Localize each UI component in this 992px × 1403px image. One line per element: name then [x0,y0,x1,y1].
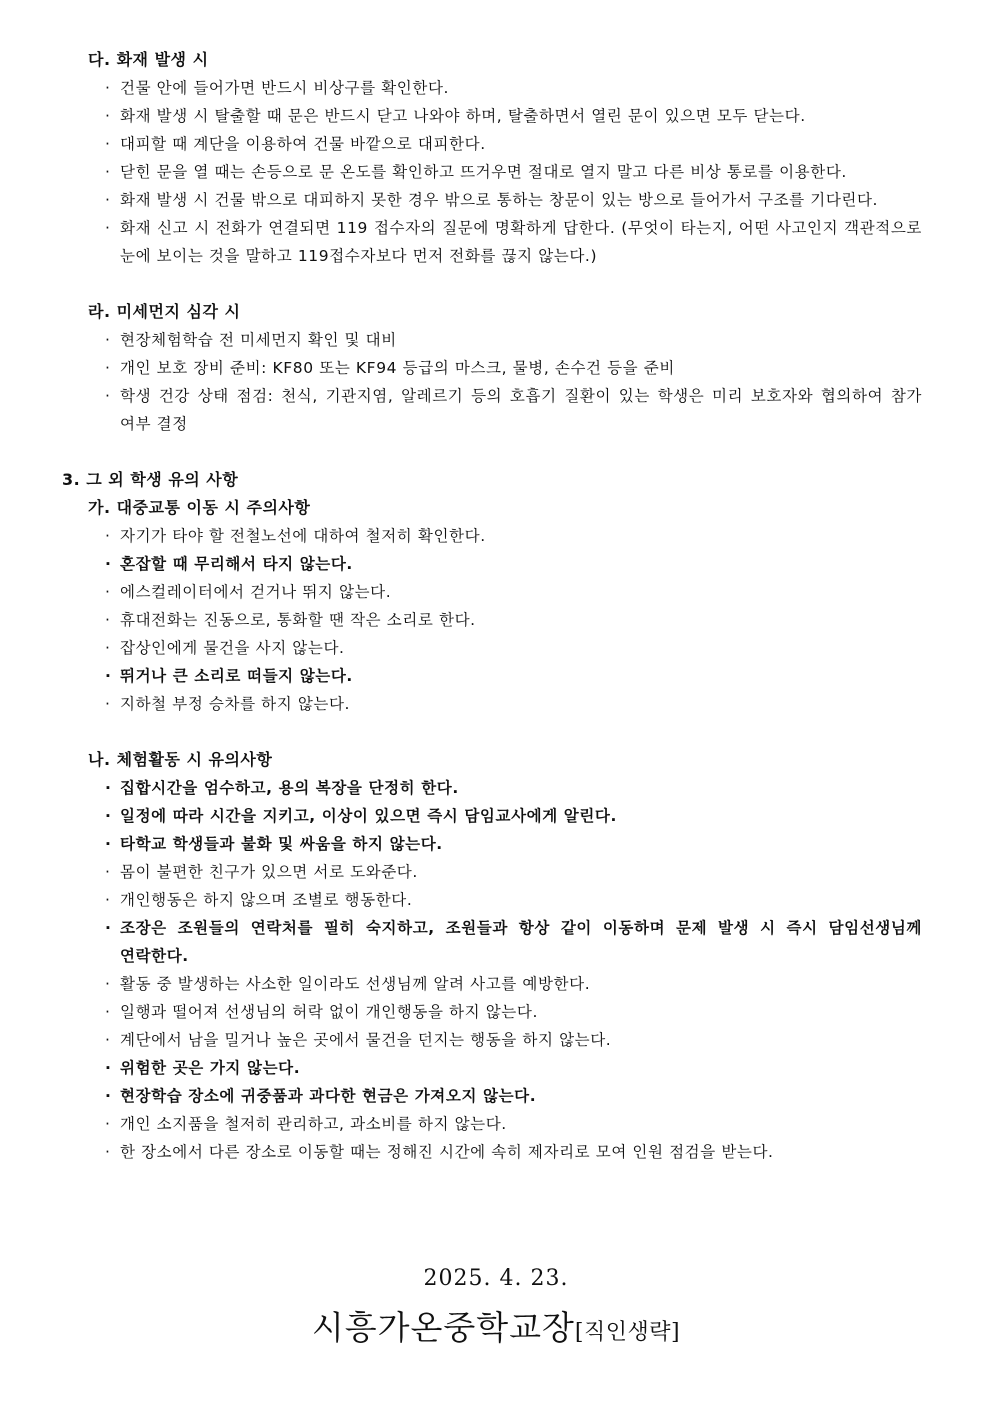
list-item: · 개인행동은 하지 않으며 조별로 행동한다. [62,886,922,914]
bullet-icon: · [105,639,111,657]
list-item: · 닫힌 문을 열 때는 손등으로 문 온도를 확인하고 뜨거우면 절대로 열지 말고 다른 비상 통로를 이용한다. [62,158,922,186]
bullet-icon: · [105,107,111,125]
list-item: · 학생 건강 상태 점검: 천식, 기관지염, 알레르기 등의 호흡기 질환이 있는 학생은 미리 보호자와 협의하여 참가 여부 결정 [62,382,922,438]
list-item: · 개인 소지품을 철저히 관리하고, 과소비를 하지 않는다. [62,1110,922,1138]
list-item: · 일정에 따라 시간을 지키고, 이상이 있으면 즉시 담임교사에게 알린다. [62,802,922,830]
signature-line [0,1304,992,1358]
bullet-icon: · [105,331,111,349]
bullet-icon: · [105,975,111,993]
bullet-icon: · [105,79,111,97]
list-item: · 휴대전화는 진동으로, 통화할 땐 작은 소리로 한다. [62,606,922,634]
list-item: · 활동 중 발생하는 사소한 일이라도 선생님께 알려 사고를 예방한다. [62,970,922,998]
list-item: · 현장학습 장소에 귀중품과 과다한 현금은 가져오지 않는다. [62,1082,922,1110]
bullet-icon: · [105,891,111,909]
list-item: · 뛰거나 큰 소리로 떠들지 않는다. [62,662,922,690]
list-item: · 화재 발생 시 건물 밖으로 대피하지 못한 경우 밖으로 통하는 창문이 있는 방으로 들어가서 구조를 기다린다. [62,186,922,214]
bullet-icon: · [105,1003,111,1021]
bullet-icon: · [105,807,112,825]
list-item: · 계단에서 남을 밀거나 높은 곳에서 물건을 던지는 행동을 하지 않는다. [62,1026,922,1054]
list-item: · 타학교 학생들과 불화 및 싸움을 하지 않는다. [62,830,922,858]
list-item: · 집합시간을 엄수하고, 용의 복장을 단정히 한다. [62,774,922,802]
document-body [62,46,922,1166]
list-item: · 현장체험학습 전 미세먼지 확인 및 대비 [62,326,922,354]
list-item: · 지하철 부정 승차를 하지 않는다. [62,690,922,718]
part-3-title: 3. 그 외 학생 유의 사항 [62,470,239,489]
section-title-fine-dust: 라. 미세먼지 심각 시 [88,302,241,321]
list-item: · 화재 신고 시 전화가 연결되면 119 접수자의 질문에 명확하게 답한다. (무엇이 타는지, 어떤 사고인지 객관적으로 눈에 보이는 것을 말하고 119접수자보다 먼저 전화를 끊지 않는다.) [62,214,922,270]
section-title-fire: 다. 화재 발생 시 [88,50,209,69]
bullet-icon: · [105,779,112,797]
bullet-icon: · [105,1059,112,1077]
document-date: 2025. 4. 23. [423,1266,569,1291]
bullet-icon: · [105,219,111,237]
bullet-icon: · [105,583,111,601]
seal-omitted-note: [직인생략] [574,1320,681,1345]
bullet-icon: · [105,1115,111,1133]
bullet-icon: · [105,667,112,685]
bullet-icon: · [105,1143,111,1161]
bullet-icon: · [105,163,111,181]
bullet-icon: · [105,919,112,937]
list-item: · 위험한 곳은 가지 않는다. [62,1054,922,1082]
bullet-icon: · [105,611,111,629]
activity-list [62,774,922,1166]
list-item: · 잡상인에게 물건을 사지 않는다. [62,634,922,662]
section-title-public-transport: 가. 대중교통 이동 시 주의사항 [88,498,311,517]
bullet-icon: · [105,1031,111,1049]
list-item: · 일행과 떨어져 선생님의 허락 없이 개인행동을 하지 않는다. [62,998,922,1026]
bullet-icon: · [105,1087,112,1105]
bullet-icon: · [105,527,111,545]
list-item: · 혼잡할 때 무리해서 타지 않는다. [62,550,922,578]
list-item: · 에스컬레이터에서 걷거나 뛰지 않는다. [62,578,922,606]
list-item: · 개인 보호 장비 준비: KF80 또는 KF94 등급의 마스크, 물병, 손수건 등을 준비 [62,354,922,382]
bullet-icon: · [105,191,111,209]
bullet-icon: · [105,387,111,405]
list-item: · 화재 발생 시 탈출할 때 문은 반드시 닫고 나와야 하며, 탈출하면서 열린 문이 있으면 모두 닫는다. [62,102,922,130]
bullet-icon: · [105,555,112,573]
fire-list [62,74,922,270]
list-item: · 조장은 조원들의 연락처를 필히 숙지하고, 조원들과 항상 같이 이동하며 문제 발생 시 즉시 담임선생님께 연락한다. [62,914,922,970]
list-item: · 한 장소에서 다른 장소로 이동할 때는 정해진 시간에 속히 제자리로 모여 인원 점검을 받는다. [62,1138,922,1166]
list-item: · 자기가 타야 할 전철노선에 대하여 철저히 확인한다. [62,522,922,550]
section-title-activity: 나. 체험활동 시 유의사항 [88,750,273,769]
bullet-icon: · [105,863,111,881]
list-item: · 대피할 때 계단을 이용하여 건물 바깥으로 대피한다. [62,130,922,158]
list-item: · 몸이 불편한 친구가 있으면 서로 도와준다. [62,858,922,886]
bullet-icon: · [105,835,112,853]
bullet-icon: · [105,695,111,713]
bullet-icon: · [105,135,111,153]
fine-dust-list [62,326,922,438]
list-item: · 건물 안에 들어가면 반드시 비상구를 확인한다. [62,74,922,102]
public-transport-list [62,522,922,718]
school-principal-name: 시흥가온중학교장 [311,1308,575,1347]
bullet-icon: · [105,359,111,377]
